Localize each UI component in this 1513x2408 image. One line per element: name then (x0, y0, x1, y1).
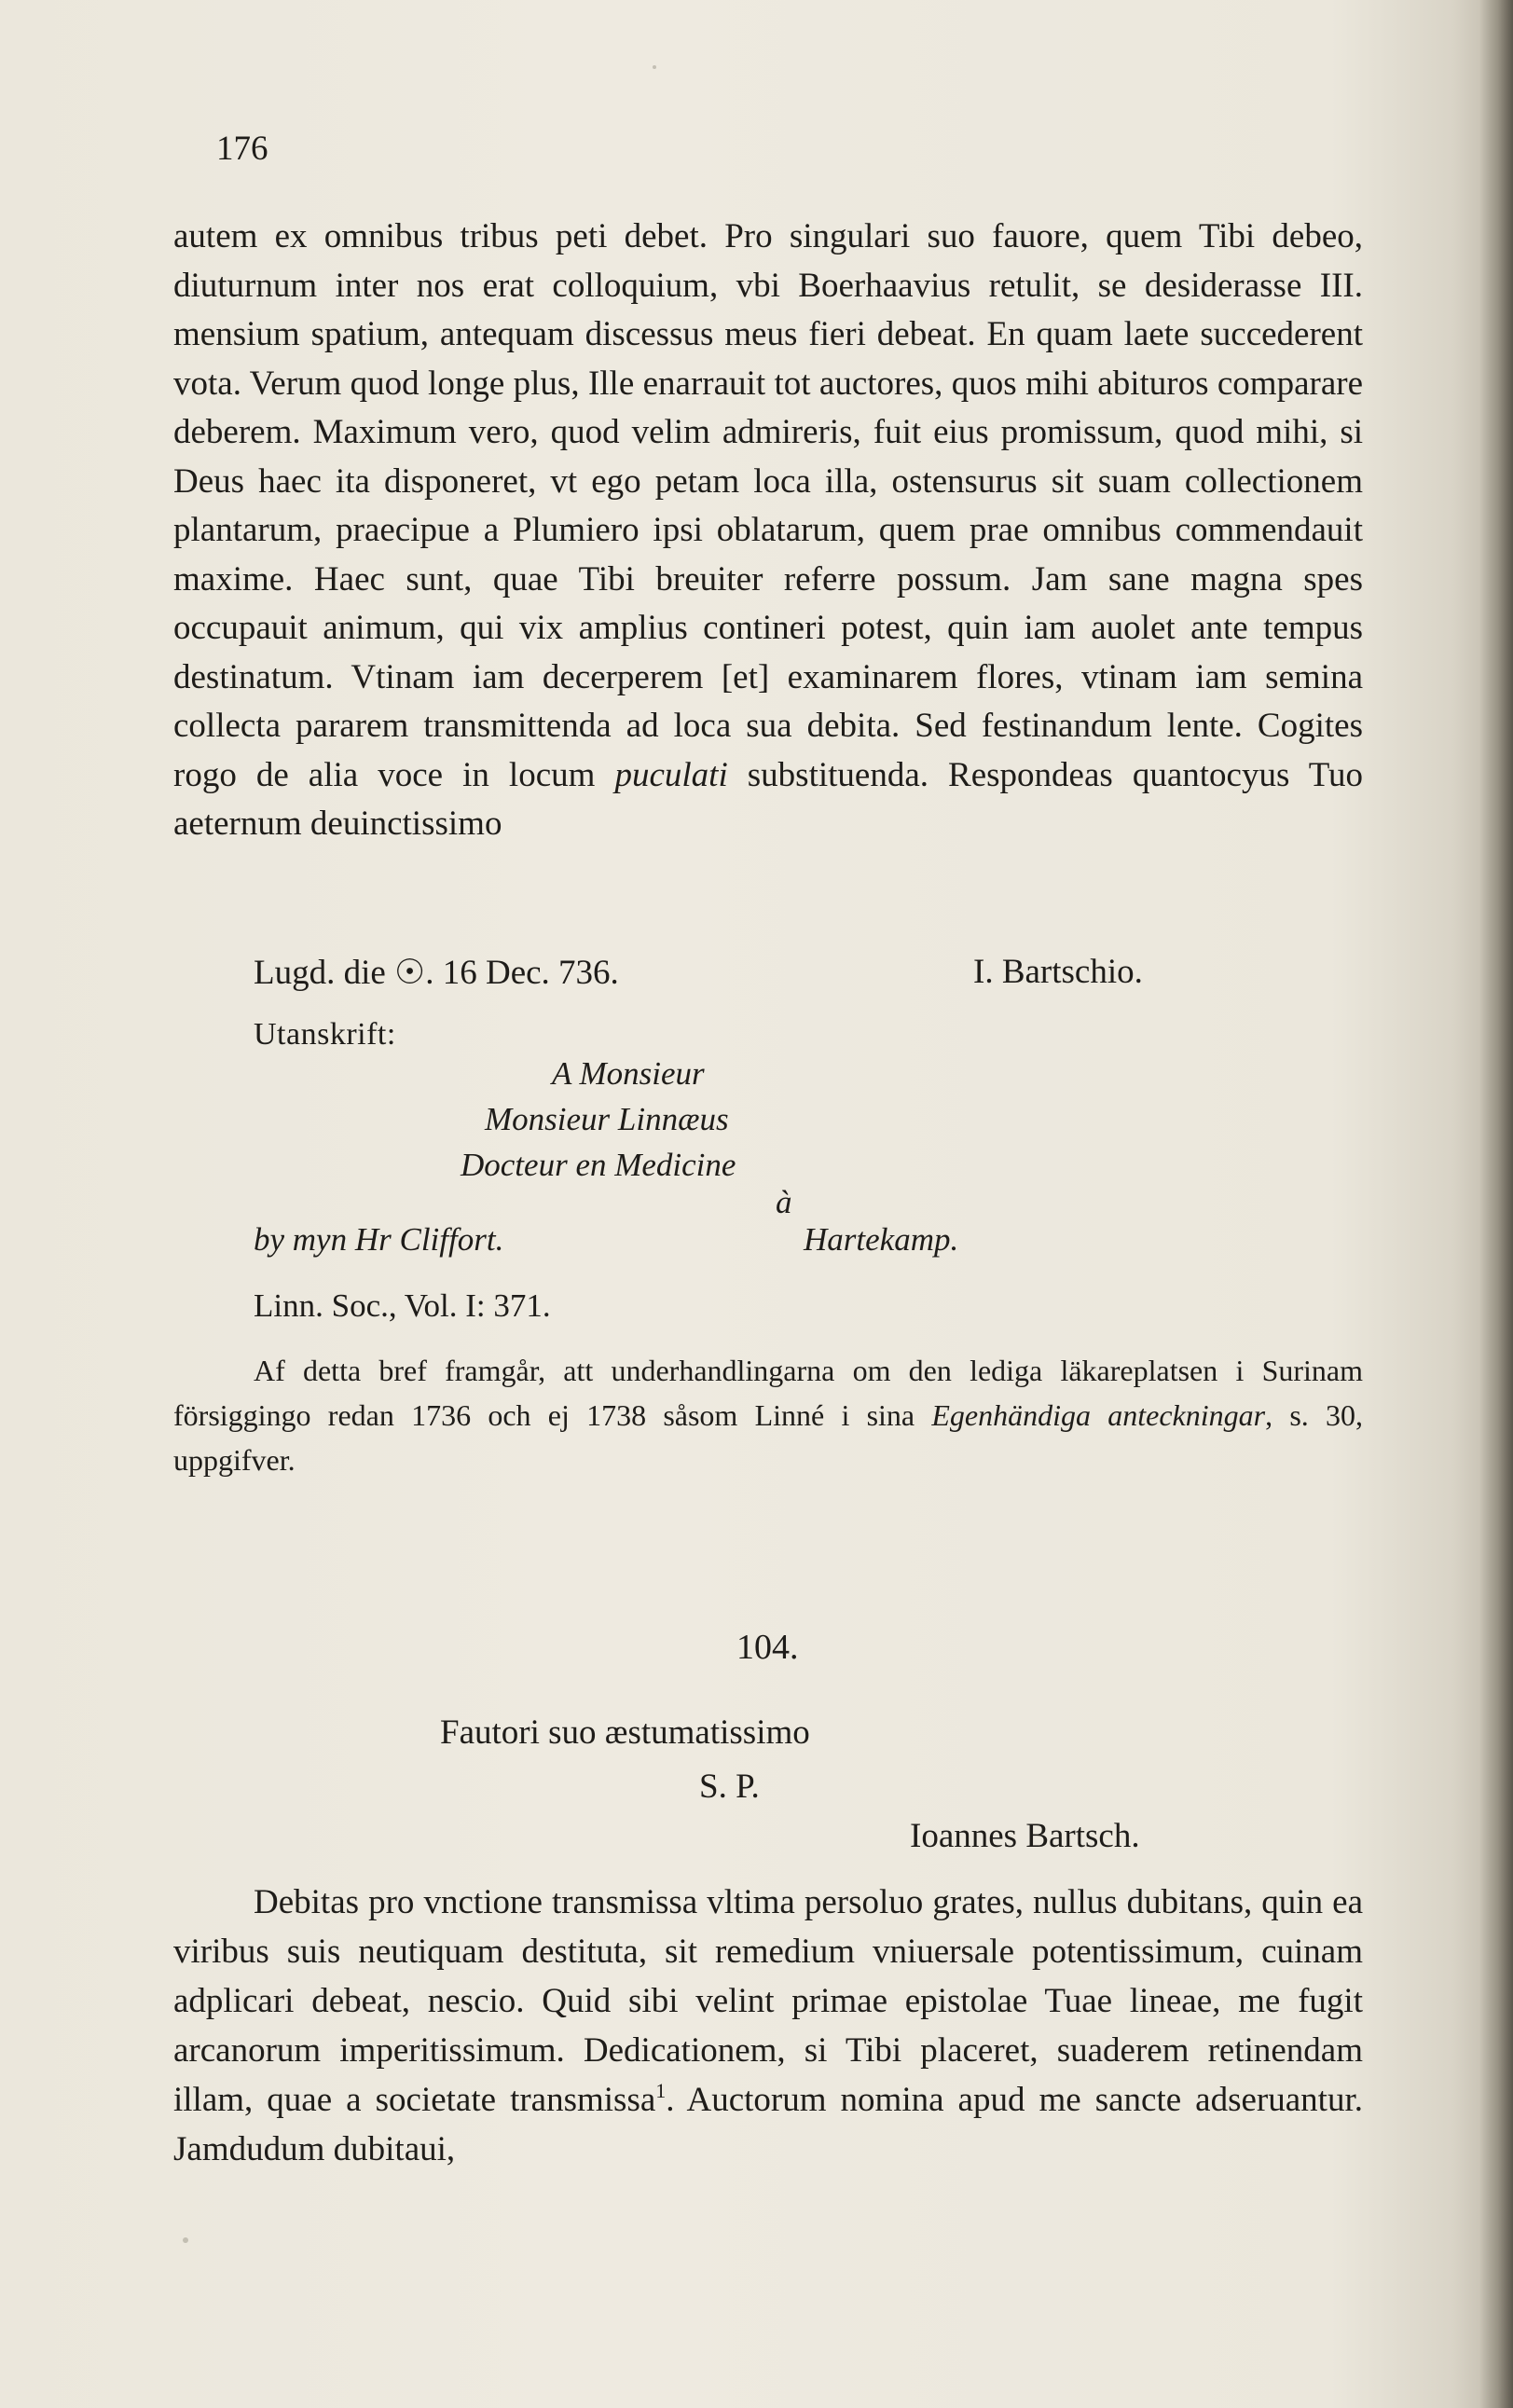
letter-body-paragraph (173, 213, 1363, 849)
letter-date: Lugd. die ☉. 16 Dec. 736. (254, 954, 619, 992)
archive-reference: Linn. Soc., Vol. I: 371. (254, 1287, 551, 1324)
note-text: Af detta bref framgår, att underhandlingarna om den lediga läkareplatsen i Surinam försiggingo redan 1736 och ej 1738 såsom Linné i sina (173, 1354, 1363, 1432)
address-line-5-right: Hartekamp. (804, 1221, 959, 1258)
address-label: Utanskrift: (254, 1017, 396, 1052)
letter-body-paragraph-2 (173, 1878, 1363, 2174)
paragraph-2-text: Debitas pro vnctione transmissa vltima persoluo grates, nullus dubitans, quin ea viribus suis neutiquam destituta, sit remedium vniuersale potentissimum, cuinam adplicari debeat, nescio. Quid sibi velint primae epistolae Tuae lineae, me fugit arcanorum imperitissimum. Dedicationem, si Tibi placeret, suaderem retinendam illam, quae a societate transmissa (173, 1883, 1363, 2119)
footnote-marker: 1 (655, 2079, 667, 2102)
salutation-sp: S. P. (699, 1768, 760, 1806)
address-line-3: Docteur en Medicine (461, 1147, 736, 1183)
note-italic-title: Egenhändiga anteckningar (931, 1398, 1266, 1432)
letter-signer: I. Bartschio. (973, 953, 1143, 991)
paper-speck (183, 2237, 188, 2243)
paragraph-text-end: substituenda. Respondeas quantocyus Tuo aeternum deuinctissimo (173, 755, 1364, 843)
paragraph-2-text-end: . Auctorum nomina apud me sancte adseruantur. Jamdudum dubitaui, (173, 2081, 1363, 2168)
italic-word: puculati (614, 755, 728, 794)
page-number: 176 (216, 130, 268, 168)
page-edge-shadow (1479, 0, 1513, 2408)
editor-note (173, 1348, 1363, 1482)
letter-number: 104. (736, 1628, 799, 1667)
address-line-4: à (776, 1184, 792, 1220)
address-line-2: Monsieur Linnæus (485, 1101, 729, 1137)
address-line-5-left: by myn Hr Cliffort. (254, 1221, 504, 1258)
paper-speck (653, 65, 656, 69)
salutation: Fautori suo æstumatissimo (440, 1713, 810, 1752)
note-text-end: , s. 30, uppgifver. (173, 1398, 1364, 1477)
address-line-1: A Monsieur (552, 1055, 705, 1092)
letter-author: Ioannes Bartsch. (910, 1817, 1140, 1855)
paragraph-text: autem ex omnibus tribus peti debet. Pro singulari suo fauore, quem Tibi debeo, diuturnum inter nos erat colloquium, vbi Boerhaavius retulit, se desiderasse III. mensium spatium, antequam discessus meus fieri debeat. En quam laete succederent vota. Verum quod longe plus, Ille enarrauit tot auctores, quos mihi abituros comparare deberem. Maximum vero, quod velim admireris, fuit eius promissum, quod mihi, si Deus haec ita disponeret, vt ego petam loca illa, ostensurus sit suam collectionem plantarum, praecipue a Plumiero ipsi oblatarum, quem prae omnibus commendauit maxime. Haec sunt, quae Tibi breuiter referre possum. Jam sane magna spes occupauit animum, qui vix amplius contineri potest, quin iam auolet ante tempus destinatum. Vtinam iam decerperem [et] examinarem flores, vtinam iam semina collecta pararem transmittenda ad loca sua debita. Sed festinandum lente. Cogites rogo de alia voce in locum (173, 217, 1363, 794)
